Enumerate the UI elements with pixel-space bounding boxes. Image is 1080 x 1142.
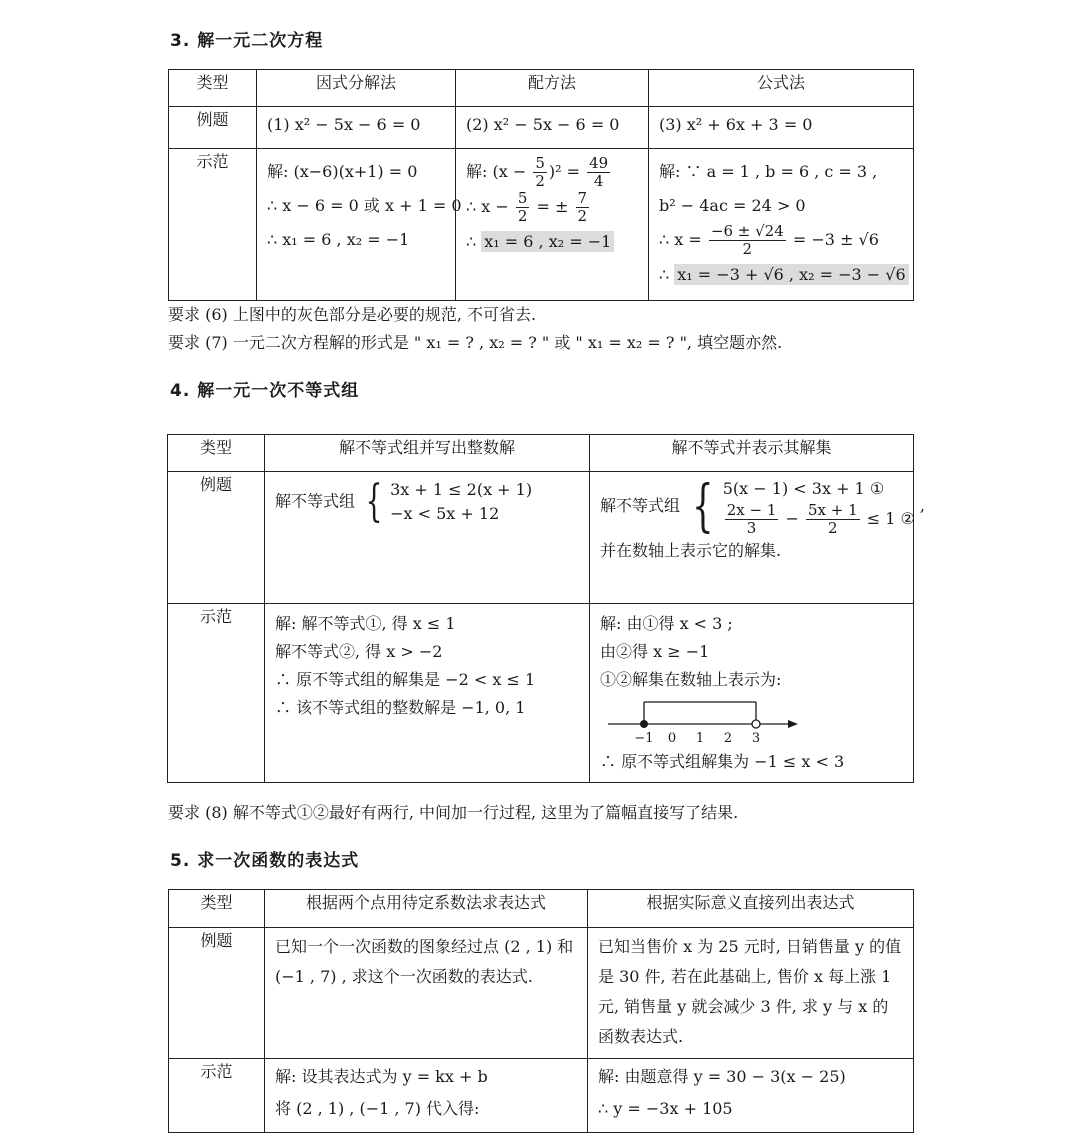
demo-line [659, 258, 906, 292]
demo-line: ∴ 该不等式组的整数解是 −1, 0, 1 [275, 698, 526, 717]
header-practical-meaning: 根据实际意义直接列出表达式 [588, 890, 914, 928]
header-type: 类型 [169, 70, 257, 107]
fraction-numerator: 2x − 1 [726, 501, 777, 519]
example-factoring: (1) x² − 5x − 6 = 0 [257, 107, 456, 149]
left-brace-icon: { [365, 476, 383, 527]
table-header-row [168, 435, 914, 472]
highlighted-answer: x₁ = −3 + √6 , x₂ = −3 − √6 [674, 264, 908, 285]
inequality-text: − [780, 509, 804, 528]
demo-line: 解: 由题意得 y = 30 − 3(x − 25) [598, 1067, 846, 1086]
header-type: 类型 [168, 435, 265, 472]
row-label-example: 例题 [168, 472, 265, 604]
demo-factoring [257, 149, 462, 301]
header-type: 类型 [169, 890, 265, 928]
fraction [725, 502, 779, 537]
fraction-denominator: 4 [593, 172, 604, 190]
fraction-denominator: 2 [742, 240, 753, 258]
demo-line: ∴ x₁ = 6 , x₂ = −1 [267, 230, 410, 249]
example-text: 解不等式组 [275, 491, 356, 511]
demo-line: 解: 设其表达式为 y = kx + b [275, 1067, 488, 1086]
fraction-denominator: 2 [517, 207, 528, 225]
demo-line: ∴ 原不等式组的解集是 −2 < x ≤ 1 [275, 670, 536, 689]
demo-line: 解: 由①得 x < 3 ; [600, 614, 733, 633]
table-header-row [169, 890, 914, 928]
fraction-numerator: 5 [535, 154, 545, 172]
requirement-note-7: 要求 (7) 一元二次方程解的形式是 " x₁ = ? , x₂ = ? " 或 " x₁ = x₂ = ? ", 填空题亦然. [168, 333, 783, 352]
header-integer-solutions: 解不等式组并写出整数解 [265, 435, 590, 472]
demo-line: ∴ 原不等式组解集为 −1 ≤ x < 3 [600, 752, 845, 771]
row-label-demo: 示范 [169, 1059, 265, 1133]
inequality-line: 5(x − 1) < 3x + 1 ① [722, 479, 885, 498]
fraction-denominator: 2 [577, 207, 588, 225]
arrow-right-icon [788, 720, 798, 728]
tick-label: 3 [751, 731, 761, 746]
fraction [533, 155, 547, 190]
section-4-title: 4. 解一元一次不等式组 [170, 381, 360, 401]
tick-label: −1 [634, 731, 654, 746]
linear-function-table [168, 889, 914, 1133]
fraction-denominator: 2 [828, 519, 838, 537]
inequality-system [360, 478, 532, 526]
example-completing-square: (2) x² − 5x − 6 = 0 [456, 107, 649, 149]
demo-integer-solutions [265, 604, 590, 783]
demo-text: ∴ x − [466, 197, 514, 216]
fraction [806, 502, 860, 537]
fraction-numerator: 7 [577, 189, 588, 207]
table-header-row [169, 70, 914, 107]
inequality-line: 3x + 1 ≤ 2(x + 1) [390, 480, 533, 499]
example-line: 并在数轴上表示它的解集. [600, 541, 782, 560]
row-label-demo: 示范 [169, 149, 257, 301]
demo-practical-meaning [588, 1059, 914, 1133]
inequality-text: ≤ 1 ② [861, 509, 915, 528]
demo-text: )² = [548, 162, 586, 181]
tick-label: 1 [695, 731, 705, 746]
demo-line [466, 225, 638, 259]
demo-line: 解不等式②, 得 x > −2 [275, 642, 443, 661]
left-brace-icon: { [692, 473, 714, 539]
open-point-icon [752, 720, 760, 728]
example-undetermined-coefficients: 已知一个一次函数的图象经过点 (2 , 1) 和 (−1 , 7) , 求这个一次函数的表达式. [265, 928, 588, 1059]
demo-text: ∴ [466, 232, 482, 251]
table-row-example [169, 107, 914, 149]
row-label-demo: 示范 [168, 604, 265, 783]
demo-completing-square [456, 149, 649, 301]
closed-point-icon [640, 720, 648, 728]
requirement-note-8: 要求 (8) 解不等式①②最好有两行, 中间加一行过程, 这里为了篇幅直接写了结果. [168, 803, 739, 822]
header-solution-set: 解不等式并表示其解集 [590, 435, 914, 472]
section-3-title: 3. 解一元二次方程 [170, 31, 324, 51]
demo-text: 解: (x − [466, 162, 532, 181]
inequality-line [723, 502, 915, 537]
demo-line: ∴ x − 6 = 0 或 x + 1 = 0 [267, 196, 462, 215]
example-solution-set [590, 472, 926, 604]
fraction-denominator: 2 [535, 172, 545, 190]
number-line [604, 696, 804, 746]
fraction-numerator: 5 [517, 189, 528, 207]
demo-text: ∴ [659, 265, 675, 284]
inequality-line: −x < 5x + 12 [390, 504, 500, 523]
demo-text: ∴ x = [659, 230, 707, 249]
demo-line: 解: ∵ a = 1 , b = 6 , c = 3 , [659, 162, 878, 181]
header-undetermined-coefficients: 根据两个点用待定系数法求表达式 [265, 890, 588, 928]
example-text: 解不等式组 [600, 496, 681, 515]
inequality-system-table [167, 434, 926, 783]
header-factoring: 因式分解法 [257, 70, 456, 107]
table-row-example [169, 928, 914, 1059]
demo-text: = ± [531, 197, 574, 216]
fraction [587, 155, 610, 190]
demo-line [466, 155, 638, 190]
fraction-numerator: 5x + 1 [807, 501, 858, 519]
header-completing-square: 配方法 [456, 70, 649, 107]
tick-label: 2 [723, 731, 733, 746]
row-label-example: 例题 [169, 107, 257, 149]
fraction-numerator: −6 ± √24 [710, 222, 784, 240]
demo-line: 由②得 x ≥ −1 [600, 642, 710, 661]
demo-line: 解: (x−6)(x+1) = 0 [267, 162, 418, 181]
demo-line: ①②解集在数轴上表示为: [600, 670, 782, 689]
header-formula: 公式法 [649, 70, 914, 107]
example-practical-meaning: 已知当售价 x 为 25 元时, 日销售量 y 的值是 30 件, 若在此基础上, 售价 x 每上涨 1 元, 销售量 y 就会减少 3 件, 求 y 与 x 的函数表达式. [588, 928, 914, 1059]
quadratic-equation-table [168, 69, 914, 301]
fraction [516, 190, 530, 225]
fraction-numerator: 49 [589, 154, 609, 172]
example-integer-solutions [265, 472, 590, 604]
tick-label: 0 [667, 731, 677, 746]
table-row-example [168, 472, 914, 604]
demo-line: ∴ y = −3x + 105 [598, 1099, 733, 1118]
demo-line: b² − 4ac = 24 > 0 [659, 196, 806, 215]
example-formula: (3) x² + 6x + 3 = 0 [649, 107, 914, 149]
demo-solution-set [590, 604, 914, 783]
demo-formula [649, 149, 914, 301]
demo-text: = −3 ± √6 [787, 230, 879, 249]
demo-line [659, 223, 903, 258]
demo-undetermined-coefficients [265, 1059, 588, 1133]
example-line [600, 473, 926, 539]
table-row-demo [168, 604, 914, 783]
section-5-title: 5. 求一次函数的表达式 [170, 851, 360, 871]
row-label-example: 例题 [169, 928, 265, 1059]
example-text: , [919, 496, 926, 515]
fraction [576, 190, 590, 225]
table-row-demo [169, 149, 914, 301]
highlighted-answer: x₁ = 6 , x₂ = −1 [481, 231, 614, 252]
demo-line: 将 (2 , 1) , (−1 , 7) 代入得: [275, 1099, 480, 1118]
requirement-note-6: 要求 (6) 上图中的灰色部分是必要的规范, 不可省去. [168, 305, 537, 324]
fraction [709, 223, 786, 258]
fraction-denominator: 3 [746, 519, 757, 537]
demo-line [466, 190, 638, 225]
inequality-system [685, 473, 915, 539]
demo-line: 解: 解不等式①, 得 x ≤ 1 [275, 614, 456, 633]
table-row-demo [169, 1059, 914, 1133]
